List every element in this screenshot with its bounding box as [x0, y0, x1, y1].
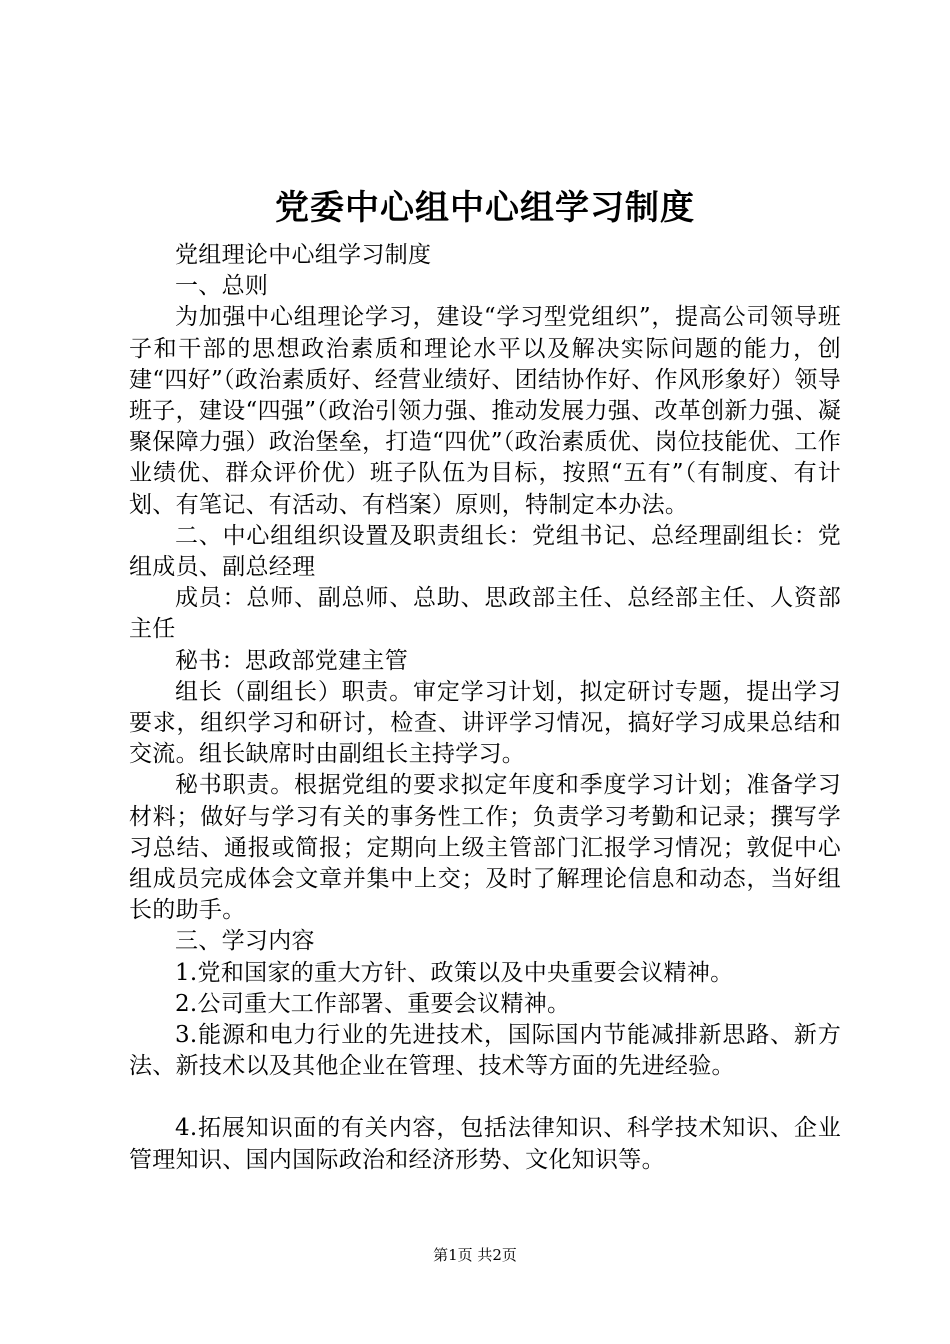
paragraph-members: 成员：总师、副总师、总助、思政部主任、总经部主任、人资部主任: [129, 585, 841, 643]
list-item-4: 4.拓展知识面的有关内容，包括法律知识、科学技术知识、企业管理知识、国内国际政治和经济形势、文化知识等。: [129, 1115, 841, 1173]
section-heading-content: 三、学习内容: [175, 928, 315, 955]
list-item-1: 1.党和国家的重大方针、政策以及中央重要会议精神。: [175, 959, 734, 986]
page-footer: 第1页 共2页: [433, 1246, 517, 1264]
section-heading-general: 一、总则: [175, 273, 269, 300]
paragraph-purpose: 为加强中心组理论学习，建设“学习型党组织”，提高公司领导班子和干部的思想政治素质和理论水平以及解决实际问题的能力，创建“四好”（政治素质好、经营业绩好、团结协作好、作风形象好）领导班子，建设“四强”（政治引领力强、推动发展力强、改革创新力强、凝聚保障力强）政治堡垒，打造“四优”（政治素质优、岗位技能优、工作业绩优、群众评价优）班子队伍为目标，按照“五有”（有制度、有计划、有笔记、有活动、有档案）原则，特制定本办法。: [129, 304, 841, 518]
paragraph-subtitle: 党组理论中心组学习制度: [175, 242, 432, 268]
section-heading-organization: 二、中心组组织设置及职责组长：党组书记、总经理副组长：党组成员、副总经理: [129, 522, 841, 581]
paragraph-secretary: 秘书：思政部党建主管: [175, 647, 408, 674]
list-item-3: 3.能源和电力行业的先进技术，国际国内节能减排新思路、新方法、新技术以及其他企业在管理、技术等方面的先进经验。: [129, 1022, 841, 1080]
document-body: [129, 240, 841, 1176]
document-title: 党委中心组中心组学习制度: [275, 188, 695, 228]
paragraph-leader-duties: 组长（副组长）职责。审定学习计划，拟定研讨专题，提出学习要求，组织学习和研讨，检查、讲评学习情况，搞好学习成果总结和交流。组长缺席时由副组长主持学习。: [129, 678, 841, 768]
list-item-2: 2.公司重大工作部署、重要会议精神。: [175, 990, 571, 1017]
paragraph-secretary-duties: 秘书职责。根据党组的要求拟定年度和季度学习计划；准备学习材料；做好与学习有关的事务性工作；负责学习考勤和记录；撰写学习总结、通报或简报；定期向上级主管部门汇报学习情况；敦促中心组成员完成体会文章并集中上交；及时了解理论信息和动态，当好组长的助手。: [129, 772, 841, 924]
